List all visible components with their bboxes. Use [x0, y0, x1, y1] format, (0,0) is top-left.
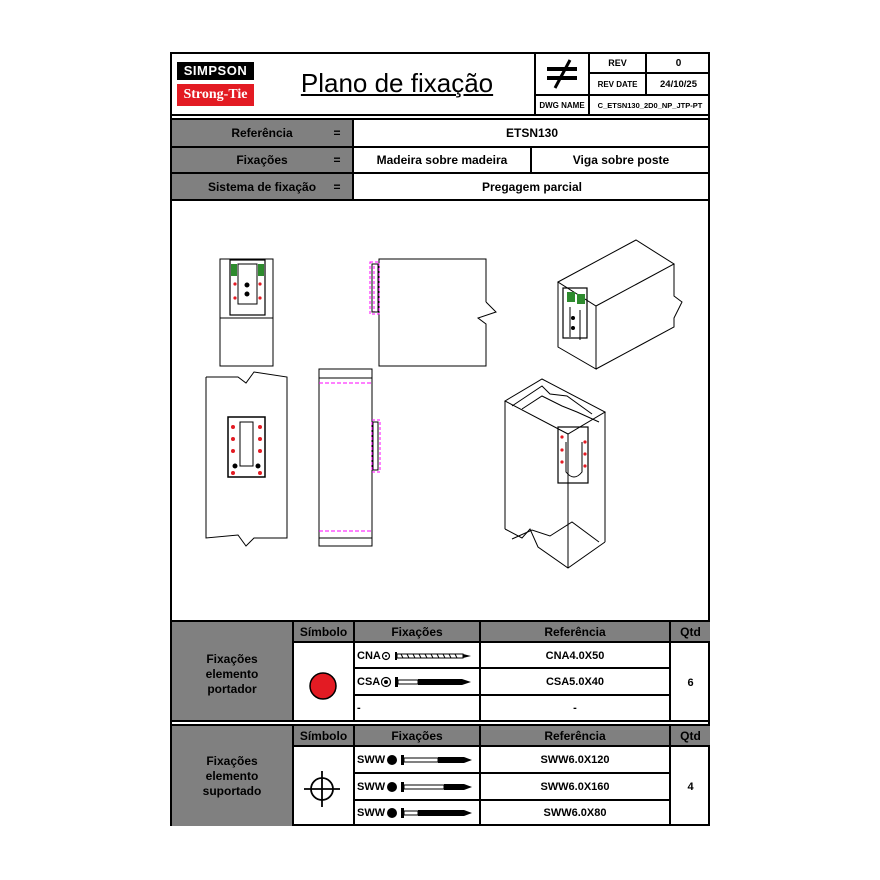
table-row	[357, 670, 477, 694]
rev-label: REV	[608, 58, 627, 68]
sistema-value: Pregagem parcial	[481, 179, 583, 194]
col-simbolo: Símbolo	[299, 624, 348, 639]
rev-date-label: REV DATE	[597, 79, 638, 89]
col-referencia: Referência	[544, 624, 606, 639]
rev-date-value: 24/10/25	[660, 78, 697, 90]
fastener-type: SWW	[357, 781, 386, 793]
fixacoes-label: Fixações	[236, 153, 288, 167]
drawing-sheet	[170, 52, 710, 826]
divider	[292, 745, 710, 747]
logo-simpson: SIMPSON	[177, 62, 254, 80]
sistema-label: Sistema de fixação	[207, 179, 317, 194]
fastener-type: SWW	[357, 807, 386, 819]
table1-qty: 6	[687, 676, 694, 689]
divider	[292, 641, 710, 643]
isometric-post	[505, 379, 605, 568]
side-view-beam	[370, 259, 496, 366]
divider	[353, 667, 669, 669]
col-qtd: Qtd	[680, 728, 701, 743]
screw-icon	[387, 781, 473, 793]
logo-strong-tie: Strong-Tie	[177, 84, 254, 106]
crosshair-symbol-icon	[302, 769, 342, 809]
col-simbolo: Símbolo	[299, 728, 348, 743]
equals-sign: =	[333, 153, 341, 167]
dwg-name-label: DWG NAME	[539, 100, 585, 110]
front-view-post	[206, 372, 287, 546]
dwg-name-value: C_ETSN130_2D0_NP_JTP-PT	[597, 100, 703, 110]
technical-drawing	[172, 202, 710, 620]
referencia-label: Referência	[231, 126, 293, 140]
nail-icon	[381, 650, 473, 662]
referencia-value: ETSN130	[505, 126, 559, 140]
divider	[353, 772, 669, 774]
fastener-type: CSA	[357, 676, 381, 688]
rev-value: 0	[675, 57, 682, 69]
screw-icon	[387, 754, 473, 766]
fastener-type: -	[357, 702, 361, 714]
equals-sign: =	[333, 179, 341, 194]
col-referencia: Referência	[544, 728, 606, 743]
table-row	[357, 696, 477, 720]
table2-ref-2: SWW6.0X160	[540, 781, 610, 793]
table1-group-label: Fixações elemento portador	[205, 651, 259, 696]
divider	[172, 199, 710, 201]
divider	[172, 114, 710, 116]
table1-ref-2: CSA5.0X40	[545, 676, 605, 688]
fixacoes-value-1: Madeira sobre madeira	[376, 153, 508, 167]
col-fixacoes: Fixações	[391, 728, 443, 743]
table-row	[357, 644, 477, 667]
isometric-beam	[558, 240, 682, 369]
screw-icon	[387, 807, 473, 819]
table2-qty: 4	[687, 780, 694, 793]
table2-group-label: Fixações elemento suportado	[202, 753, 262, 798]
fastener-type: SWW	[357, 754, 386, 766]
red-circle-symbol-icon	[305, 668, 341, 704]
fastener-type: CNA	[357, 649, 381, 662]
divider	[172, 720, 710, 722]
fixacoes-value-2: Viga sobre poste	[572, 153, 670, 167]
side-view-post	[319, 369, 380, 546]
front-view-top	[220, 259, 273, 366]
table2-ref-1: SWW6.0X120	[540, 754, 610, 766]
col-fixacoes: Fixações	[391, 624, 443, 639]
table2-ref-3: SWW6.0X80	[543, 807, 607, 819]
not-equal-icon	[544, 58, 580, 90]
table1-ref-3: -	[573, 702, 577, 714]
equals-sign: =	[333, 126, 341, 140]
table-row	[357, 748, 477, 772]
col-qtd: Qtd	[680, 624, 701, 639]
page-title: Plano de fixação	[300, 68, 494, 98]
table1-ref-1: CNA4.0X50	[545, 649, 605, 662]
table-row	[357, 775, 477, 799]
table-row	[357, 801, 477, 825]
screw-icon	[381, 676, 473, 688]
